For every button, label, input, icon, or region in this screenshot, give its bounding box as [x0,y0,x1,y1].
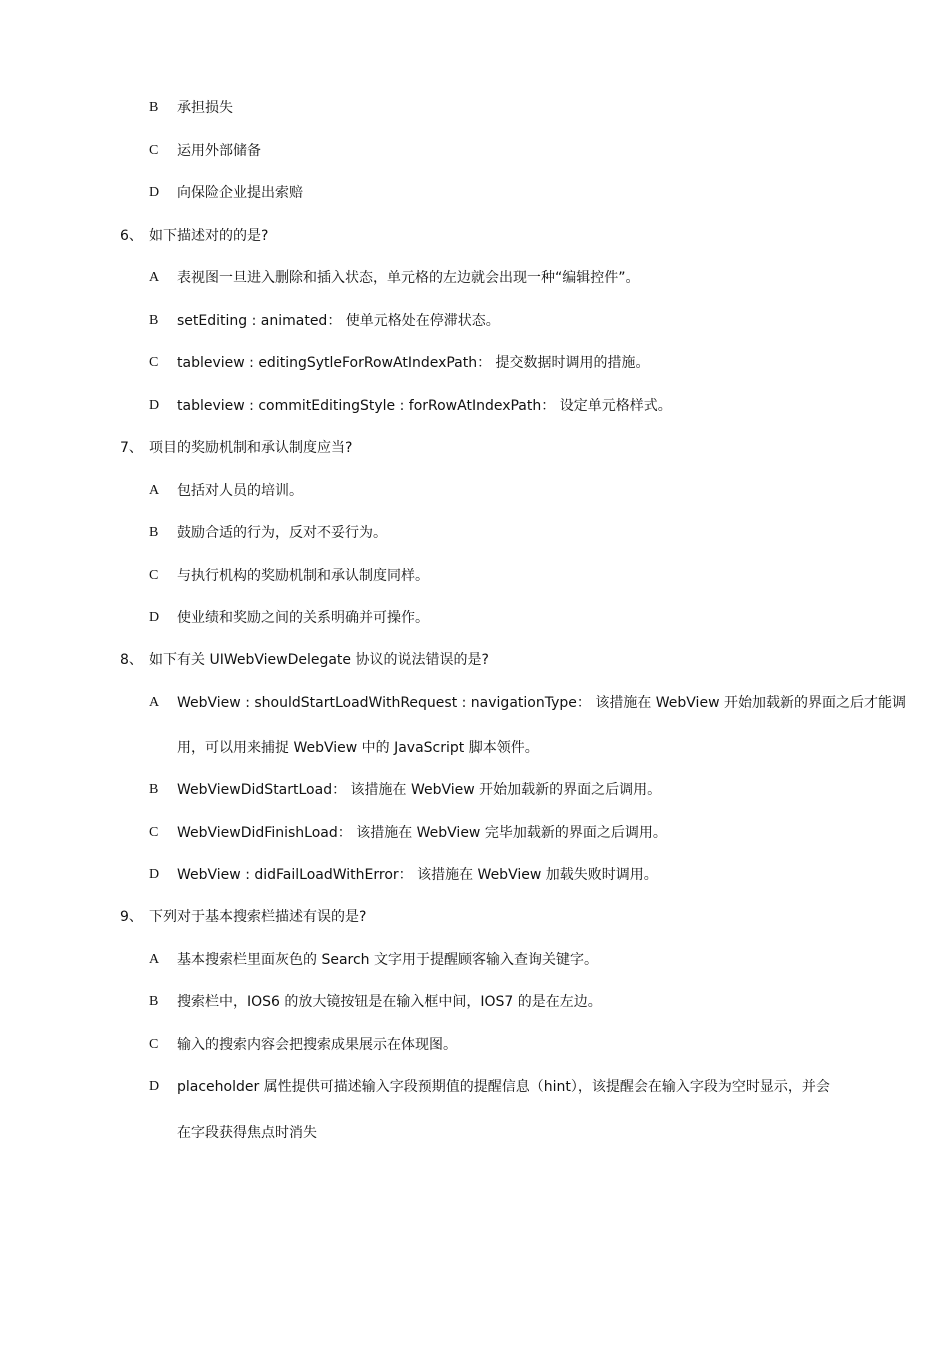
option-text: 承担损失 [177,100,233,116]
option-text: 表视图一旦进入删除和插入状态，单元格的左边就会出现一种“编辑控件”。 [177,270,640,286]
question-text: 如下有关 UIWebViewDelegate 协议的说法错误的是? [149,652,489,668]
option-letter: B [149,313,159,328]
option-letter: C [149,1037,159,1052]
option-text: 基本搜索栏里面灰色的 Search 文字用于提醒顾客输入查询关键字。 [177,952,598,968]
option-letter: B [149,525,159,540]
option-text-continuation: 在字段获得焦点时消失 [177,1125,317,1141]
option-letter: B [149,782,159,797]
question-number: 6、 [120,228,143,244]
question-number: 9、 [120,909,143,925]
question-text: 下列对于基本搜索栏描述有误的是? [149,909,367,925]
option-text: 包括对人员的培训。 [177,483,303,499]
option-text: WebViewDidStartLoad： 该措施在 WebView 开始加载新的界面之后调用。 [177,782,662,798]
option-text: 与执行机构的奖励机制和承认制度同样。 [177,568,429,584]
option-letter: C [149,355,159,370]
option-text: 运用外部储备 [177,143,261,159]
option-text-continuation: 用，可以用来捕捉 WebView 中的 JavaScript 脚本领件。 [177,740,539,756]
option-letter: A [149,270,160,285]
option-text: 鼓励合适的行为，反对不妥行为。 [177,525,387,541]
question-number: 8、 [120,652,143,668]
option-letter: C [149,568,159,583]
question-text: 如下描述对的的是? [149,228,269,244]
option-text: WebViewDidFinishLoad： 该措施在 WebView 完毕加载新的界面之后调用。 [177,825,667,841]
option-letter: C [149,825,159,840]
question-text: 项目的奖励机制和承认制度应当? [149,440,353,456]
option-text: WebView : shouldStartLoadWithRequest : navigationType： 该措施在 WebView 开始加载新的界面之后才能调 [177,695,906,711]
option-text: tableview : editingSytleForRowAtIndexPath： 提交数据时调用的措施。 [177,355,650,371]
option-letter: B [149,994,159,1009]
option-text: 输入的搜索内容会把搜索成果展示在体现图。 [177,1037,457,1053]
option-text: WebView : didFailLoadWithError： 该措施在 WebView 加载失败时调用。 [177,867,658,883]
option-letter: D [149,1079,160,1094]
question-number: 7、 [120,440,143,456]
option-letter: D [149,185,160,200]
option-letter: D [149,610,160,625]
option-text: 搜索栏中，IOS6 的放大镜按钮是在输入框中间，IOS7 的是在左边。 [177,994,602,1010]
option-letter: C [149,143,159,158]
option-text: tableview : commitEditingStyle : forRowAtIndexPath： 设定单元格样式。 [177,398,672,414]
option-letter: A [149,695,160,710]
option-text: placeholder 属性提供可描述输入字段预期值的提醒信息（hint），该提醒会在输入字段为空时显示，并会 [177,1079,830,1095]
option-letter: B [149,100,159,115]
option-letter: D [149,398,160,413]
option-letter: A [149,483,160,498]
option-text: 向保险企业提出索赔 [177,185,303,201]
option-text: 使业绩和奖励之间的关系明确并可操作。 [177,610,429,626]
option-letter: A [149,952,160,967]
option-letter: D [149,867,160,882]
option-text: setEditing : animated： 使单元格处在停滞状态。 [177,313,500,329]
